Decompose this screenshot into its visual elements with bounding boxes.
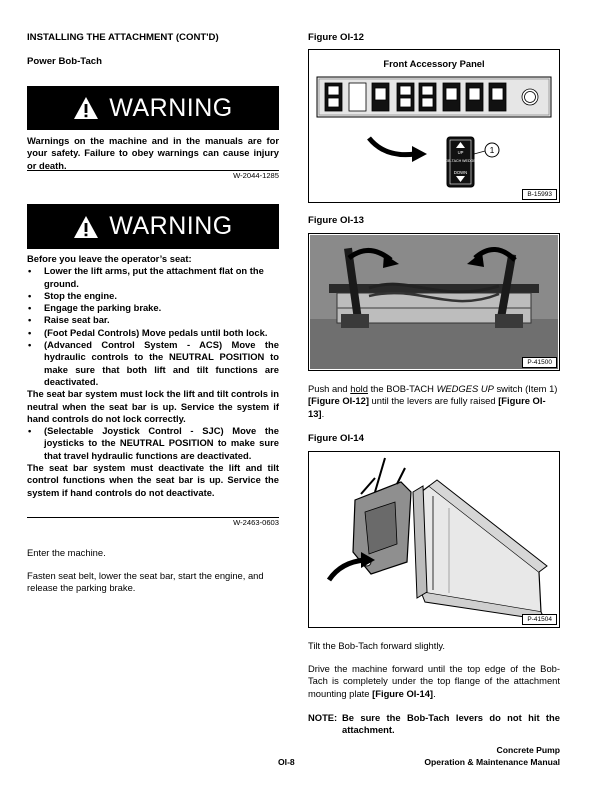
list-item: • Lower the lift arms, put the attachment flat on the ground. — [27, 265, 279, 290]
fasten-text: Fasten seat belt, lower the seat bar, start the engine, and release the parking brake. — [27, 570, 264, 594]
bob-tach-engagement-photo — [309, 452, 559, 627]
warning-banner-2 — [27, 204, 279, 249]
note-text: Be sure the Bob-Tach levers do not hit the attachment. — [342, 712, 560, 736]
subsection-heading: Power Bob-Tach — [27, 56, 102, 67]
push-hold-paragraph — [308, 383, 560, 420]
callout-number: 1 — [489, 145, 495, 155]
warning-banner-1 — [27, 86, 279, 130]
figure-12-box — [308, 49, 560, 203]
figure-12-code: B-15993 — [522, 189, 557, 200]
text-span: WEDGES UP — [436, 383, 494, 394]
figure-13-code: P-41500 — [522, 357, 557, 368]
warning-triangle-icon — [73, 215, 99, 239]
text-span: switch (Item 1) — [493, 383, 558, 394]
figure-14-code: P-41504 — [522, 614, 557, 625]
enter-machine-text: Enter the machine. — [27, 547, 106, 558]
note-block — [308, 712, 560, 737]
text-span: . — [321, 407, 325, 419]
page-number: OI-8 — [278, 757, 295, 767]
warning-banner-2-label: WARNING — [109, 212, 233, 240]
warning-2-body — [27, 253, 279, 499]
warning-triangle-icon — [73, 96, 99, 120]
warning-2-list-sjc — [27, 425, 279, 462]
figure-13-box — [308, 233, 560, 371]
text-span: Drive the machine forward until the top edge of the Bob-Tach is completely under the top flange of the attachment mounting plate — [308, 663, 560, 699]
text-span: Push and — [308, 383, 351, 394]
note-label: NOTE: — [308, 712, 338, 723]
warning-2-list — [27, 265, 279, 388]
drive-paragraph — [308, 663, 560, 700]
warning-1-text: Warnings on the machine and in the manuals are for your safety. Failure to obey warnings can cause injury or death. — [27, 135, 279, 171]
switch-down-label: DOWN — [453, 170, 468, 175]
list-item: • (Selectable Joystick Control - SJC) Move the joysticks to the NEUTRAL POSITION to make sure that travel hydraulic functions are deactivated. — [27, 425, 279, 462]
figure-ref: [Figure OI-14] — [372, 687, 434, 699]
figure-12-label: Figure OI-12 — [308, 32, 364, 43]
figure-ref: [Figure OI-12] — [308, 395, 369, 407]
warning-2-para2: The seat bar system must deactivate the lift and tilt control functions when the seat bar is up. Service the system if hand controls do not deactivate. — [27, 462, 279, 498]
panel-title: Front Accessory Panel — [383, 58, 485, 69]
list-item: • Engage the parking brake. — [27, 302, 279, 314]
warning-1-code: W-2044-1285 — [233, 171, 279, 180]
text-span: . — [433, 687, 436, 699]
tilt-text: Tilt the Bob-Tach forward slightly. — [308, 640, 446, 651]
section-heading: INSTALLING THE ATTACHMENT (CONT'D) — [27, 32, 219, 43]
manual-title-line1: Concrete Pump — [496, 745, 560, 755]
bob-tach-levers-photo — [309, 234, 559, 370]
text-span: hold — [350, 383, 368, 394]
warning-2-para1: The seat bar system must lock the lift and tilt controls in neutral when the seat bar is up. Service the system if hand controls do not lock correctly. — [27, 388, 279, 424]
figure-14-label: Figure OI-14 — [308, 433, 364, 444]
warning-2-intro: Before you leave the operator’s seat: — [27, 253, 192, 264]
switch-wedges-label: BOB-TACH WEDGES — [442, 159, 479, 163]
text-span: the BOB-TACH — [367, 383, 437, 394]
text-span: until the levers are fully raised — [368, 395, 499, 407]
front-accessory-panel-illustration — [309, 50, 559, 202]
list-item: • (Foot Pedal Controls) Move pedals until both lock. — [27, 327, 279, 339]
figure-14-box — [308, 451, 560, 628]
warning-2-code: W-2463-0603 — [233, 518, 279, 527]
warning-banner-1-label: WARNING — [109, 93, 233, 122]
list-item: • (Advanced Control System - ACS) Move the hydraulic controls to the NEUTRAL POSITION to make sure that both lift and tilt functions are deactivated. — [27, 339, 279, 388]
list-item: • Raise seat bar. — [27, 314, 279, 326]
switch-up-label: UP — [457, 150, 464, 155]
figure-ref: [Figure OI-13] — [308, 395, 546, 419]
figure-13-label: Figure OI-13 — [308, 215, 364, 226]
list-item: • Stop the engine. — [27, 290, 279, 302]
manual-title-line2: Operation & Maintenance Manual — [424, 757, 560, 767]
